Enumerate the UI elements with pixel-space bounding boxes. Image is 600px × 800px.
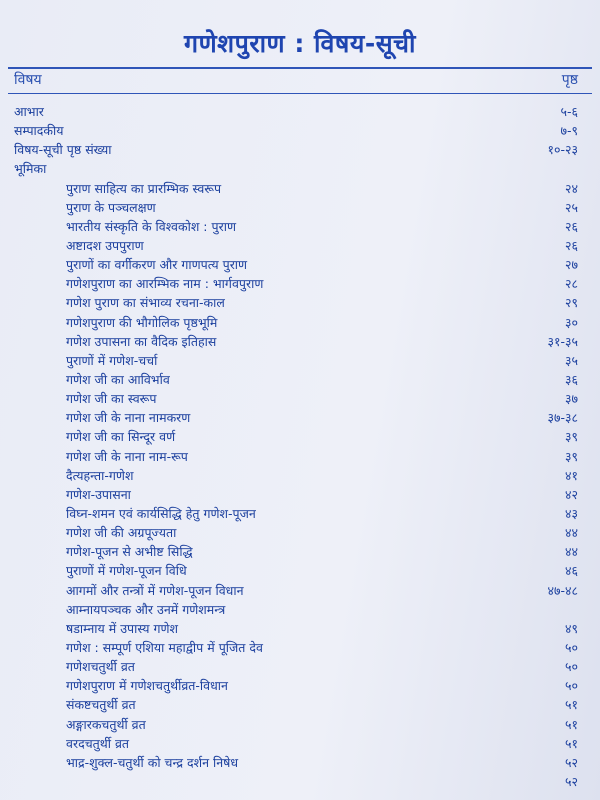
toc-entry-title: आम्नायपञ्चक और उनमें गणेशमन्त्र [66,601,226,617]
toc-entry-page: १०-२३ [547,142,578,158]
toc-entry-title: आगमों और तन्त्रों में गणेश-पूजन विधान [66,582,244,598]
header-rule-top [8,67,592,69]
toc-entry [0,274,600,293]
toc-entry [0,198,600,217]
toc-entry-page: ५१ [564,716,578,732]
toc-entry-page: ५० [564,678,578,694]
toc-entry-title: अङ्गारकचतुर्थी व्रत [66,716,146,732]
toc-entry [0,561,600,580]
toc-entry-title: गणेश जी के नाना नाम-रूप [66,448,188,464]
toc-entry [0,179,600,198]
toc-entry [0,619,600,638]
page-title: गणेशपुराण : विषय-सूची [184,29,416,58]
toc-entry-page: २५ [564,199,578,215]
toc-entry-page: ४९ [564,620,578,636]
toc-entry [0,734,600,753]
toc-entry [0,772,600,791]
toc-entry-page: ३० [564,314,578,330]
toc-entry-page: ४१ [564,467,578,483]
toc-entry-page: ३६ [564,371,578,387]
toc-entry-page: २४ [564,180,578,196]
toc-entry [0,236,600,255]
toc-entry-page: ४४ [564,544,578,560]
toc-entry-title: गणेशचतुर्थी व्रत [66,659,135,675]
toc-entry-title: आभार [14,104,44,119]
toc-entry-title: गणेश जी का आविर्भाव [66,371,170,387]
toc-entry-page: २८ [564,276,578,292]
toc-entry-page: ३७ [564,391,578,407]
toc-entry-title: गणेशपुराण में गणेशचतुर्थीव्रत-विधान [66,678,228,694]
toc-entry-title: विषय-सूची पृष्ठ संख्या [14,142,112,158]
toc-entry-page: २६ [564,218,578,234]
toc-entry [0,466,600,485]
toc-entry [0,581,600,600]
toc-entry-page: ४२ [564,486,578,502]
toc-entry-page: ५० [564,639,578,655]
toc-entry [0,638,600,657]
toc-entry [0,600,600,619]
toc-entry [0,753,600,772]
toc-entry-title: गणेश जी के नाना नामकरण [66,410,191,426]
toc-entry-title: गणेश पुराण का संभाव्य रचना-काल [66,295,225,311]
toc-entry [0,523,600,542]
toc-entry [0,255,600,274]
toc-entry-title: पुराण के पञ्चलक्षण [66,199,156,215]
column-header-page: पृष्ठ [561,72,578,88]
toc-entry-page: ५१ [564,697,578,713]
toc-entry-title: पुराणों में गणेश-पूजन विधि [66,563,187,579]
toc-entry-page: ३७-३८ [547,410,578,426]
toc-list [0,102,600,791]
toc-entry-title: विघ्न-शमन एवं कार्यसिद्धि हेतु गणेश-पूजन [66,505,256,521]
toc-entry-title: गणेश-उपासना [66,486,131,502]
toc-entry-page: २७ [564,257,578,273]
toc-entry-page: २९ [564,295,578,311]
toc-entry-title: पुराणों का वर्गीकरण और गाणपत्य पुराण [66,257,248,273]
toc-entry-page: ३५ [564,352,578,368]
toc-entry [0,427,600,446]
toc-entry [0,293,600,312]
toc-entry-title: भाद्र-शुक्ल-चतुर्थी को चन्द्र दर्शन निषेध [66,754,239,770]
toc-entry-title: संकष्टचतुर्थी व्रत [66,697,136,713]
toc-entry [0,389,600,408]
toc-entry [0,370,600,389]
toc-entry-page: ३९ [564,429,578,445]
toc-entry-title: षडाम्नाय में उपास्य गणेश [66,620,179,636]
toc-entry-title: गणेशपुराण की भौगोलिक पृष्ठभूमि [66,314,218,330]
toc-entry-title: वरदचतुर्थी व्रत [66,735,130,751]
toc-entry [0,447,600,466]
toc-entry [0,332,600,351]
toc-entry [0,485,600,504]
toc-entry-title: गणेश जी की अग्रपूज्यता [66,525,177,541]
toc-entry-page: ३१-३५ [547,333,578,349]
toc-entry-title: गणेश-पूजन से अभीष्ट सिद्धि [66,544,193,560]
toc-entry [0,313,600,332]
toc-entry-title: गणेशपुराण का आरम्भिक नाम : भार्गवपुराण [66,276,264,292]
toc-entry [0,408,600,427]
toc-entry-title: अष्टादश उपपुराण [66,237,144,253]
toc-entry [0,657,600,676]
toc-entry-page: ३९ [564,448,578,464]
toc-entry-page: ४६ [564,563,578,579]
toc-entry-page: ५१ [564,735,578,751]
toc-entry-page: ७-९ [560,123,578,139]
toc-entry-title: गणेश जी का सिन्दूर वर्ण [66,429,176,445]
toc-entry-title: भारतीय संस्कृति के विश्वकोश : पुराण [66,218,236,234]
toc-entry-title: भूमिका [14,161,47,177]
toc-entry-title: गणेश उपासना का वैदिक इतिहास [66,333,217,349]
toc-entry-title: दैत्यहन्ता-गणेश [66,467,134,483]
toc-entry [0,542,600,561]
toc-entry [0,504,600,523]
toc-entry-title: पुराणों में गणेश-चर्चा [66,352,158,368]
toc-entry [0,695,600,714]
toc-entry-page: ५२ [564,773,578,789]
toc-entry-page: ४३ [564,505,578,521]
toc-entry-title: पुराण साहित्य का प्रारम्भिक स्वरूप [66,180,222,196]
toc-entry-title: गणेश जी का स्वरूप [66,391,157,407]
toc-entry-page: ४७-४८ [547,582,578,598]
toc-entry [0,351,600,370]
header-rule-bottom [8,93,592,94]
toc-entry [0,102,600,121]
toc-entry [0,140,600,159]
column-header-subject: विषय [14,72,42,88]
toc-entry-title: गणेश : सम्पूर्ण एशिया महाद्वीप में पूजित देव [66,639,263,655]
toc-entry-title: सम्पादकीय [14,123,64,139]
toc-entry-page: ४४ [564,525,578,541]
toc-entry-page: ५२ [564,754,578,770]
toc-entry-page: ५-६ [560,104,578,119]
toc-entry [0,217,600,236]
toc-entry [0,676,600,695]
toc-entry-page: ५० [564,659,578,675]
toc-entry [0,121,600,140]
toc-entry [0,715,600,734]
toc-entry [0,159,600,178]
toc-entry-page: २६ [564,237,578,253]
